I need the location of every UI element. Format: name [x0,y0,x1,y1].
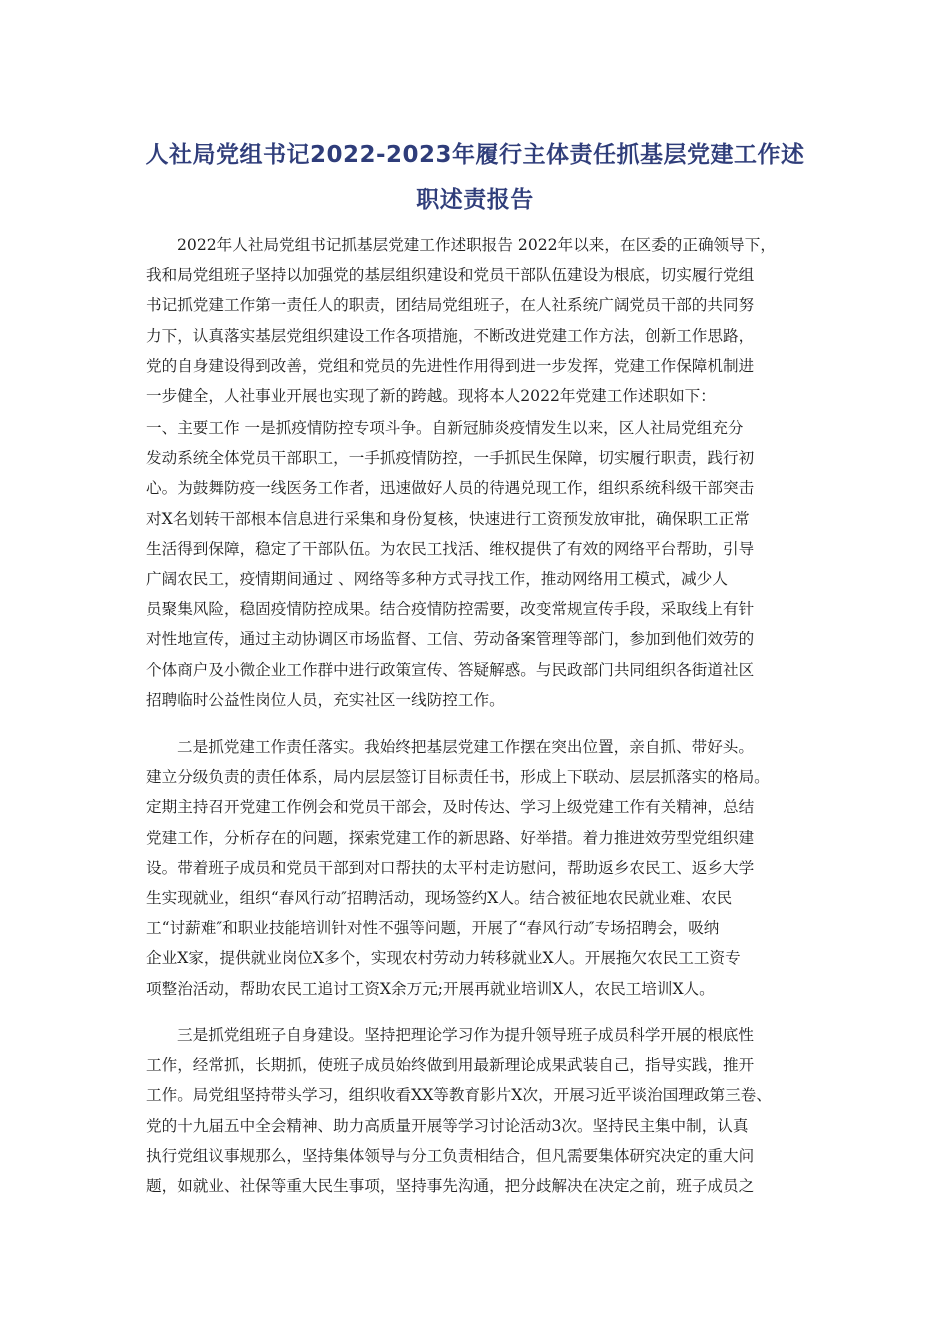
text-line: 心。为鼓舞防疫一线医务工作者，迅速做好人员的待遇兑现工作，组织系统科级干部突击 [146,479,755,498]
text-line: 员聚集风险，稳固疫情防控成果。结合疫情防控需要，改变常规宣传手段，采取线上有针 [146,600,755,619]
text-line: 二是抓党建工作责任落实。我始终把基层党建工作摆在突出位置，亲自抓、带好头。 [177,738,754,756]
title-line-1: 人社局党组书记2022-2023年履行主体责任抓基层党建工作述 [145,142,805,168]
text-line: 工“讨薪难″和职业技能培训针对性不强等问题，开展了“春风行动″专场招聘会，吸纳 [146,919,720,938]
text-line: 党建工作，分析存在的问题，探索党建工作的新思路、好举措。着力推进效劳型党组织建 [146,828,755,847]
text-line: 题，如就业、社保等重大民生事项，坚持事先沟通，把分歧解决在决定之前，班子成员之 [146,1177,755,1195]
text-line: 生活得到保障，稳定了干部队伍。为农民工找活、维权提供了有效的网络平台帮助，引导 [146,539,755,558]
text-line: 党的自身建设得到改善，党组和党员的先进性作用得到进一步发挥，党建工作保障机制进 [146,356,755,375]
text-line: 工作，经常抓，长期抓，使班子成员始终做到用最新理论成果武装自己，指导实践，推开 [146,1056,755,1075]
text-line: 建立分级负责的责任体系，局内层层签订目标责任书，形成上下联动、层层抓落实的格局。 [146,768,770,787]
text-line: 项整治活动，帮助农民工追讨工资X余万元;开展再就业培训X人，农民工培训X人。 [146,979,715,998]
text-line: 一、主要工作 一是抓疫情防控专项斗争。自新冠肺炎疫情发生以来，区人社局党组充分 [146,419,744,437]
text-line: 书记抓党建工作第一责任人的职责，团结局党组班子，在人社系统广阔党员干部的共同努 [146,296,755,315]
text-line: 发动系统全体党员干部职工，一手抓疫情防控，一手抓民生保障，切实履行职责，践行初 [146,449,755,468]
text-line: 三是抓党组班子自身建设。坚持把理论学习作为提升领导班子成员科学开展的根底性 [177,1026,754,1044]
text-line: 个体商户及小微企业工作群中进行政策宣传、答疑解惑。与民政部门共同组织各街道社区 [146,660,755,679]
text-line: 生实现就业，组织“春风行动″招聘活动，现场签约X人。结合被征地农民就业难、农民 [146,889,733,907]
text-line: 我和局党组班子坚持以加强党的基层组织建设和党员干部队伍建设为根底，切实履行党组 [146,266,755,285]
text-line: 工作。局党组坚持带头学习，组织收看XX等教育影片X次，开展习近平谈治国理政第三卷、 [146,1086,772,1105]
text-line: 2022年人社局党组书记抓基层党建工作述职报告 2022年以来，在区委的正确领导下， [177,236,776,254]
text-line: 党的十九届五中全会精神、助力高质量开展等学习讨论活动3次。坚持民主集中制，认真 [146,1116,749,1135]
title-line-2: 职述责报告 [416,187,534,213]
text-line: 广阔农民工，疫情期间通过 、网络等多种方式寻找工作，推动网络用工模式，减少人 [146,570,728,588]
text-line: 设。带着班子成员和党员干部到对口帮扶的太平村走访慰问，帮助返乡农民工、返乡大学 [146,858,755,877]
text-line: 一步健全，人社事业开展也实现了新的跨越。现将本人2022年党建工作述职如下： [146,387,716,405]
text-line: 定期主持召开党建工作例会和党员干部会，及时传达、学习上级党建工作有关精神，总结 [146,798,755,817]
text-line: 执行党组议事规那么，坚持集体领导与分工负责相结合，但凡需要集体研究决定的重大问 [146,1146,755,1165]
text-line: 对X名划转干部根本信息进行采集和身份复核，快速进行工资预发放审批，确保职工正常 [146,509,750,528]
text-line: 招聘临时公益性岗位人员，充实社区一线防控工作。 [146,690,505,709]
text-line: 力下，认真落实基层党组织建设工作各项措施，不断改进党建工作方法，创新工作思路， [146,326,755,345]
text-line: 对性地宣传，通过主动协调区市场监督、工信、劳动备案管理等部门，参加到他们效劳的 [146,630,755,649]
text-line: 企业X家，提供就业岗位X多个，实现农村劳动力转移就业X人。开展拖欠农民工工资专 [146,949,741,968]
